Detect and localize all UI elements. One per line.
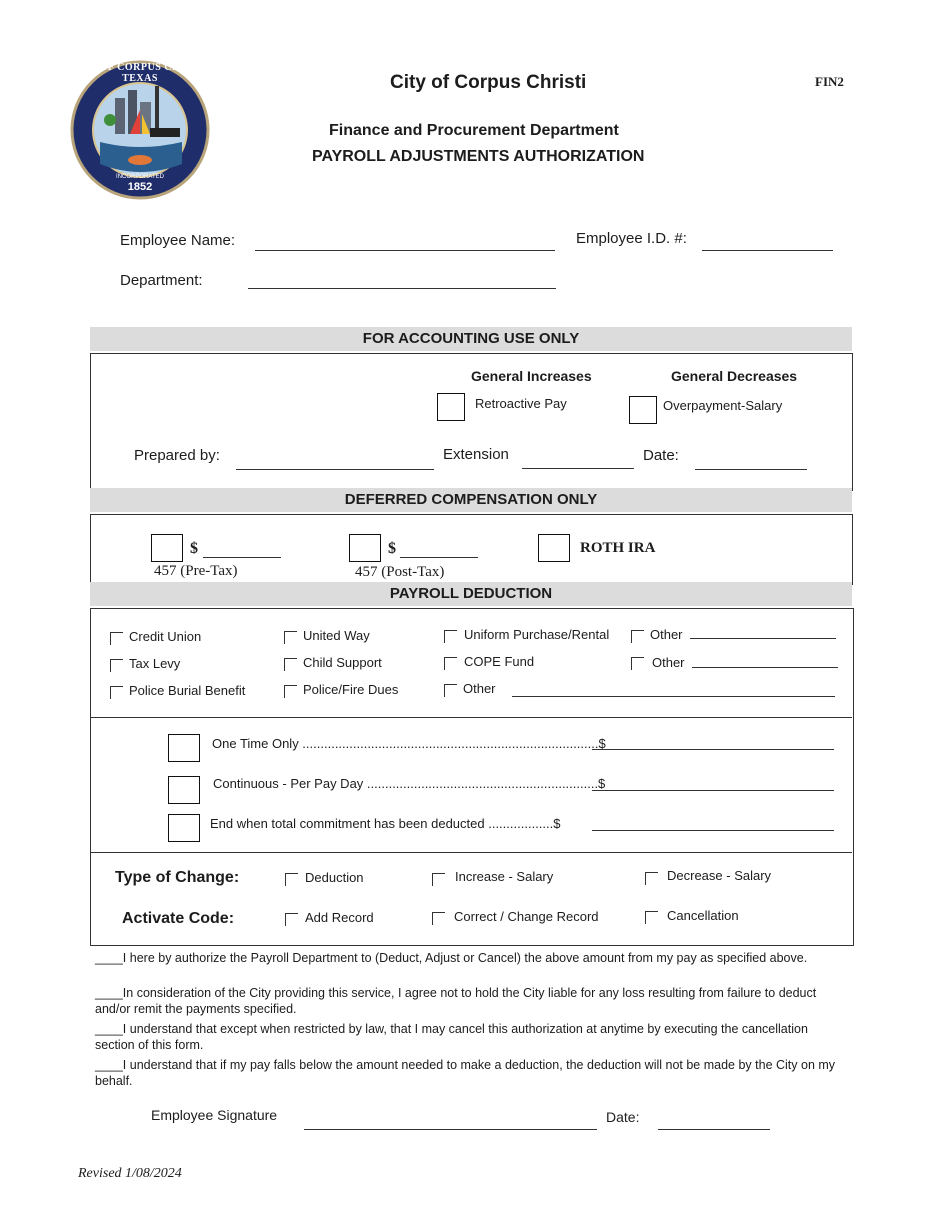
- one-time-amount-field[interactable]: [592, 749, 834, 750]
- employee-id-label: Employee I.D. #:: [576, 230, 687, 247]
- extension-label: Extension: [443, 446, 509, 463]
- accounting-heading: FOR ACCOUNTING USE ONLY: [90, 327, 852, 351]
- authorization-paragraph-3: ____I understand that except when restricted by law, that I may cancel this authorization at anytime by executing the cancellation section of this form.: [95, 1022, 808, 1052]
- other-1-field[interactable]: [690, 638, 836, 639]
- retroactive-pay-checkbox[interactable]: [437, 393, 465, 421]
- police-burial-label: Police Burial Benefit: [129, 683, 246, 698]
- form-code: FIN2: [815, 74, 844, 89]
- correct-change-label: Correct / Change Record: [454, 909, 599, 924]
- department-name: Finance and Procurement Department: [329, 122, 619, 139]
- revised-date: Revised 1/08/2024: [78, 1166, 182, 1181]
- city-title: City of Corpus Christi: [390, 72, 587, 93]
- other-2-checkbox[interactable]: [631, 657, 644, 670]
- cope-fund-label: COPE Fund: [464, 654, 535, 669]
- payroll-divider-2: [91, 852, 852, 853]
- add-record-checkbox[interactable]: [285, 913, 298, 926]
- cope-fund-checkbox[interactable]: [444, 657, 457, 670]
- extension-field[interactable]: [522, 468, 634, 469]
- post-tax-label: 457 (Post-Tax): [355, 564, 445, 580]
- type-of-change-label: Type of Change:: [115, 869, 240, 886]
- department-label: Department:: [120, 272, 203, 289]
- post-tax-amount-field[interactable]: [400, 557, 478, 558]
- pre-tax-dollar: $: [190, 540, 198, 557]
- one-time-checkbox[interactable]: [168, 734, 200, 762]
- end-when-checkbox[interactable]: [168, 814, 200, 842]
- seal-top-text: CITY OF CORPUS CHRISTI TEXAS: [70, 62, 210, 84]
- pre-tax-label: 457 (Pre-Tax): [154, 563, 238, 579]
- cancellation-checkbox[interactable]: [645, 911, 658, 924]
- deferred-heading: DEFERRED COMPENSATION ONLY: [90, 488, 852, 512]
- payroll-heading: PAYROLL DEDUCTION: [90, 582, 852, 606]
- deduction-checkbox[interactable]: [285, 873, 298, 886]
- child-support-checkbox[interactable]: [284, 658, 297, 671]
- other-1-label: Other: [650, 627, 683, 642]
- cancellation-label: Cancellation: [667, 908, 739, 923]
- authorization-paragraph-4: ____I understand that if my pay falls below the amount needed to make a deduction, the deduction will not be made by the City on my behalf.: [95, 1058, 836, 1088]
- child-support-label: Child Support: [303, 655, 382, 670]
- authorization-paragraph-2: ____In consideration of the City providing this service, I agree not to hold the City liable for any loss resulting from failure to deduct and/or remit the payments specified.: [95, 986, 817, 1016]
- police-burial-checkbox[interactable]: [110, 686, 123, 699]
- retroactive-pay-label: Retroactive Pay: [475, 396, 567, 411]
- employee-signature-field[interactable]: [304, 1129, 597, 1130]
- tax-levy-checkbox[interactable]: [110, 659, 123, 672]
- other-1-checkbox[interactable]: [631, 630, 644, 643]
- employee-id-field[interactable]: [702, 250, 833, 251]
- prepared-by-label: Prepared by:: [134, 447, 220, 464]
- city-seal: [70, 60, 210, 200]
- correct-change-checkbox[interactable]: [432, 912, 445, 925]
- other-3-field[interactable]: [512, 696, 835, 697]
- seal-year: 1852: [127, 181, 153, 193]
- end-when-amount-field[interactable]: [592, 830, 834, 831]
- pre-tax-amount-field[interactable]: [203, 557, 281, 558]
- continuous-label: Continuous - Per Pay Day ................................................................$: [213, 776, 606, 791]
- other-3-label: Other: [463, 681, 496, 696]
- other-3-checkbox[interactable]: [444, 684, 457, 697]
- signature-date-field[interactable]: [658, 1129, 770, 1130]
- prepared-by-field[interactable]: [236, 469, 434, 470]
- increase-salary-label: Increase - Salary: [455, 869, 554, 884]
- department-field[interactable]: [248, 288, 556, 289]
- roth-ira-checkbox[interactable]: [538, 534, 570, 562]
- united-way-checkbox[interactable]: [284, 631, 297, 644]
- overpayment-salary-checkbox[interactable]: [629, 396, 657, 424]
- uniform-purchase-checkbox[interactable]: [444, 630, 457, 643]
- end-when-label: End when total commitment has been deducted ..................$: [210, 816, 561, 831]
- tax-levy-label: Tax Levy: [129, 656, 181, 671]
- activate-code-label: Activate Code:: [122, 910, 235, 927]
- authorization-paragraph-1: ____I here by authorize the Payroll Department to (Deduct, Adjust or Cancel) the above amount from my pay as specified above.: [95, 951, 808, 965]
- other-2-field[interactable]: [692, 667, 838, 668]
- police-fire-dues-label: Police/Fire Dues: [303, 682, 399, 697]
- continuous-checkbox[interactable]: [168, 776, 200, 804]
- decrease-salary-checkbox[interactable]: [645, 872, 658, 885]
- decrease-salary-label: Decrease - Salary: [667, 868, 772, 883]
- seal-incorporated: INCORPORATED: [116, 174, 164, 180]
- credit-union-label: Credit Union: [129, 629, 202, 644]
- united-way-label: United Way: [303, 628, 370, 643]
- roth-ira-label: ROTH IRA: [580, 540, 656, 556]
- continuous-amount-field[interactable]: [592, 790, 834, 791]
- increase-salary-checkbox[interactable]: [432, 873, 445, 886]
- general-decreases-label: General Decreases: [671, 368, 798, 384]
- deduction-label: Deduction: [305, 870, 364, 885]
- employee-name-field[interactable]: [255, 250, 555, 251]
- police-fire-dues-checkbox[interactable]: [284, 685, 297, 698]
- employee-name-label: Employee Name:: [120, 232, 236, 249]
- general-increases-label: General Increases: [471, 368, 592, 384]
- signature-date-label: Date:: [606, 1109, 640, 1125]
- post-tax-dollar: $: [388, 540, 396, 557]
- post-tax-checkbox[interactable]: [349, 534, 381, 562]
- add-record-label: Add Record: [305, 910, 374, 925]
- accounting-date-field[interactable]: [695, 469, 807, 470]
- employee-signature-label: Employee Signature: [151, 1107, 278, 1123]
- other-2-label: Other: [652, 655, 685, 670]
- payroll-divider-1: [91, 717, 852, 718]
- overpayment-salary-label: Overpayment-Salary: [663, 398, 783, 413]
- pre-tax-checkbox[interactable]: [151, 534, 183, 562]
- credit-union-checkbox[interactable]: [110, 632, 123, 645]
- form-title: PAYROLL ADJUSTMENTS AUTHORIZATION: [312, 148, 645, 165]
- uniform-purchase-label: Uniform Purchase/Rental: [464, 627, 610, 642]
- accounting-date-label: Date:: [643, 447, 679, 464]
- one-time-label: One Time Only ..................................................................................$: [212, 736, 606, 751]
